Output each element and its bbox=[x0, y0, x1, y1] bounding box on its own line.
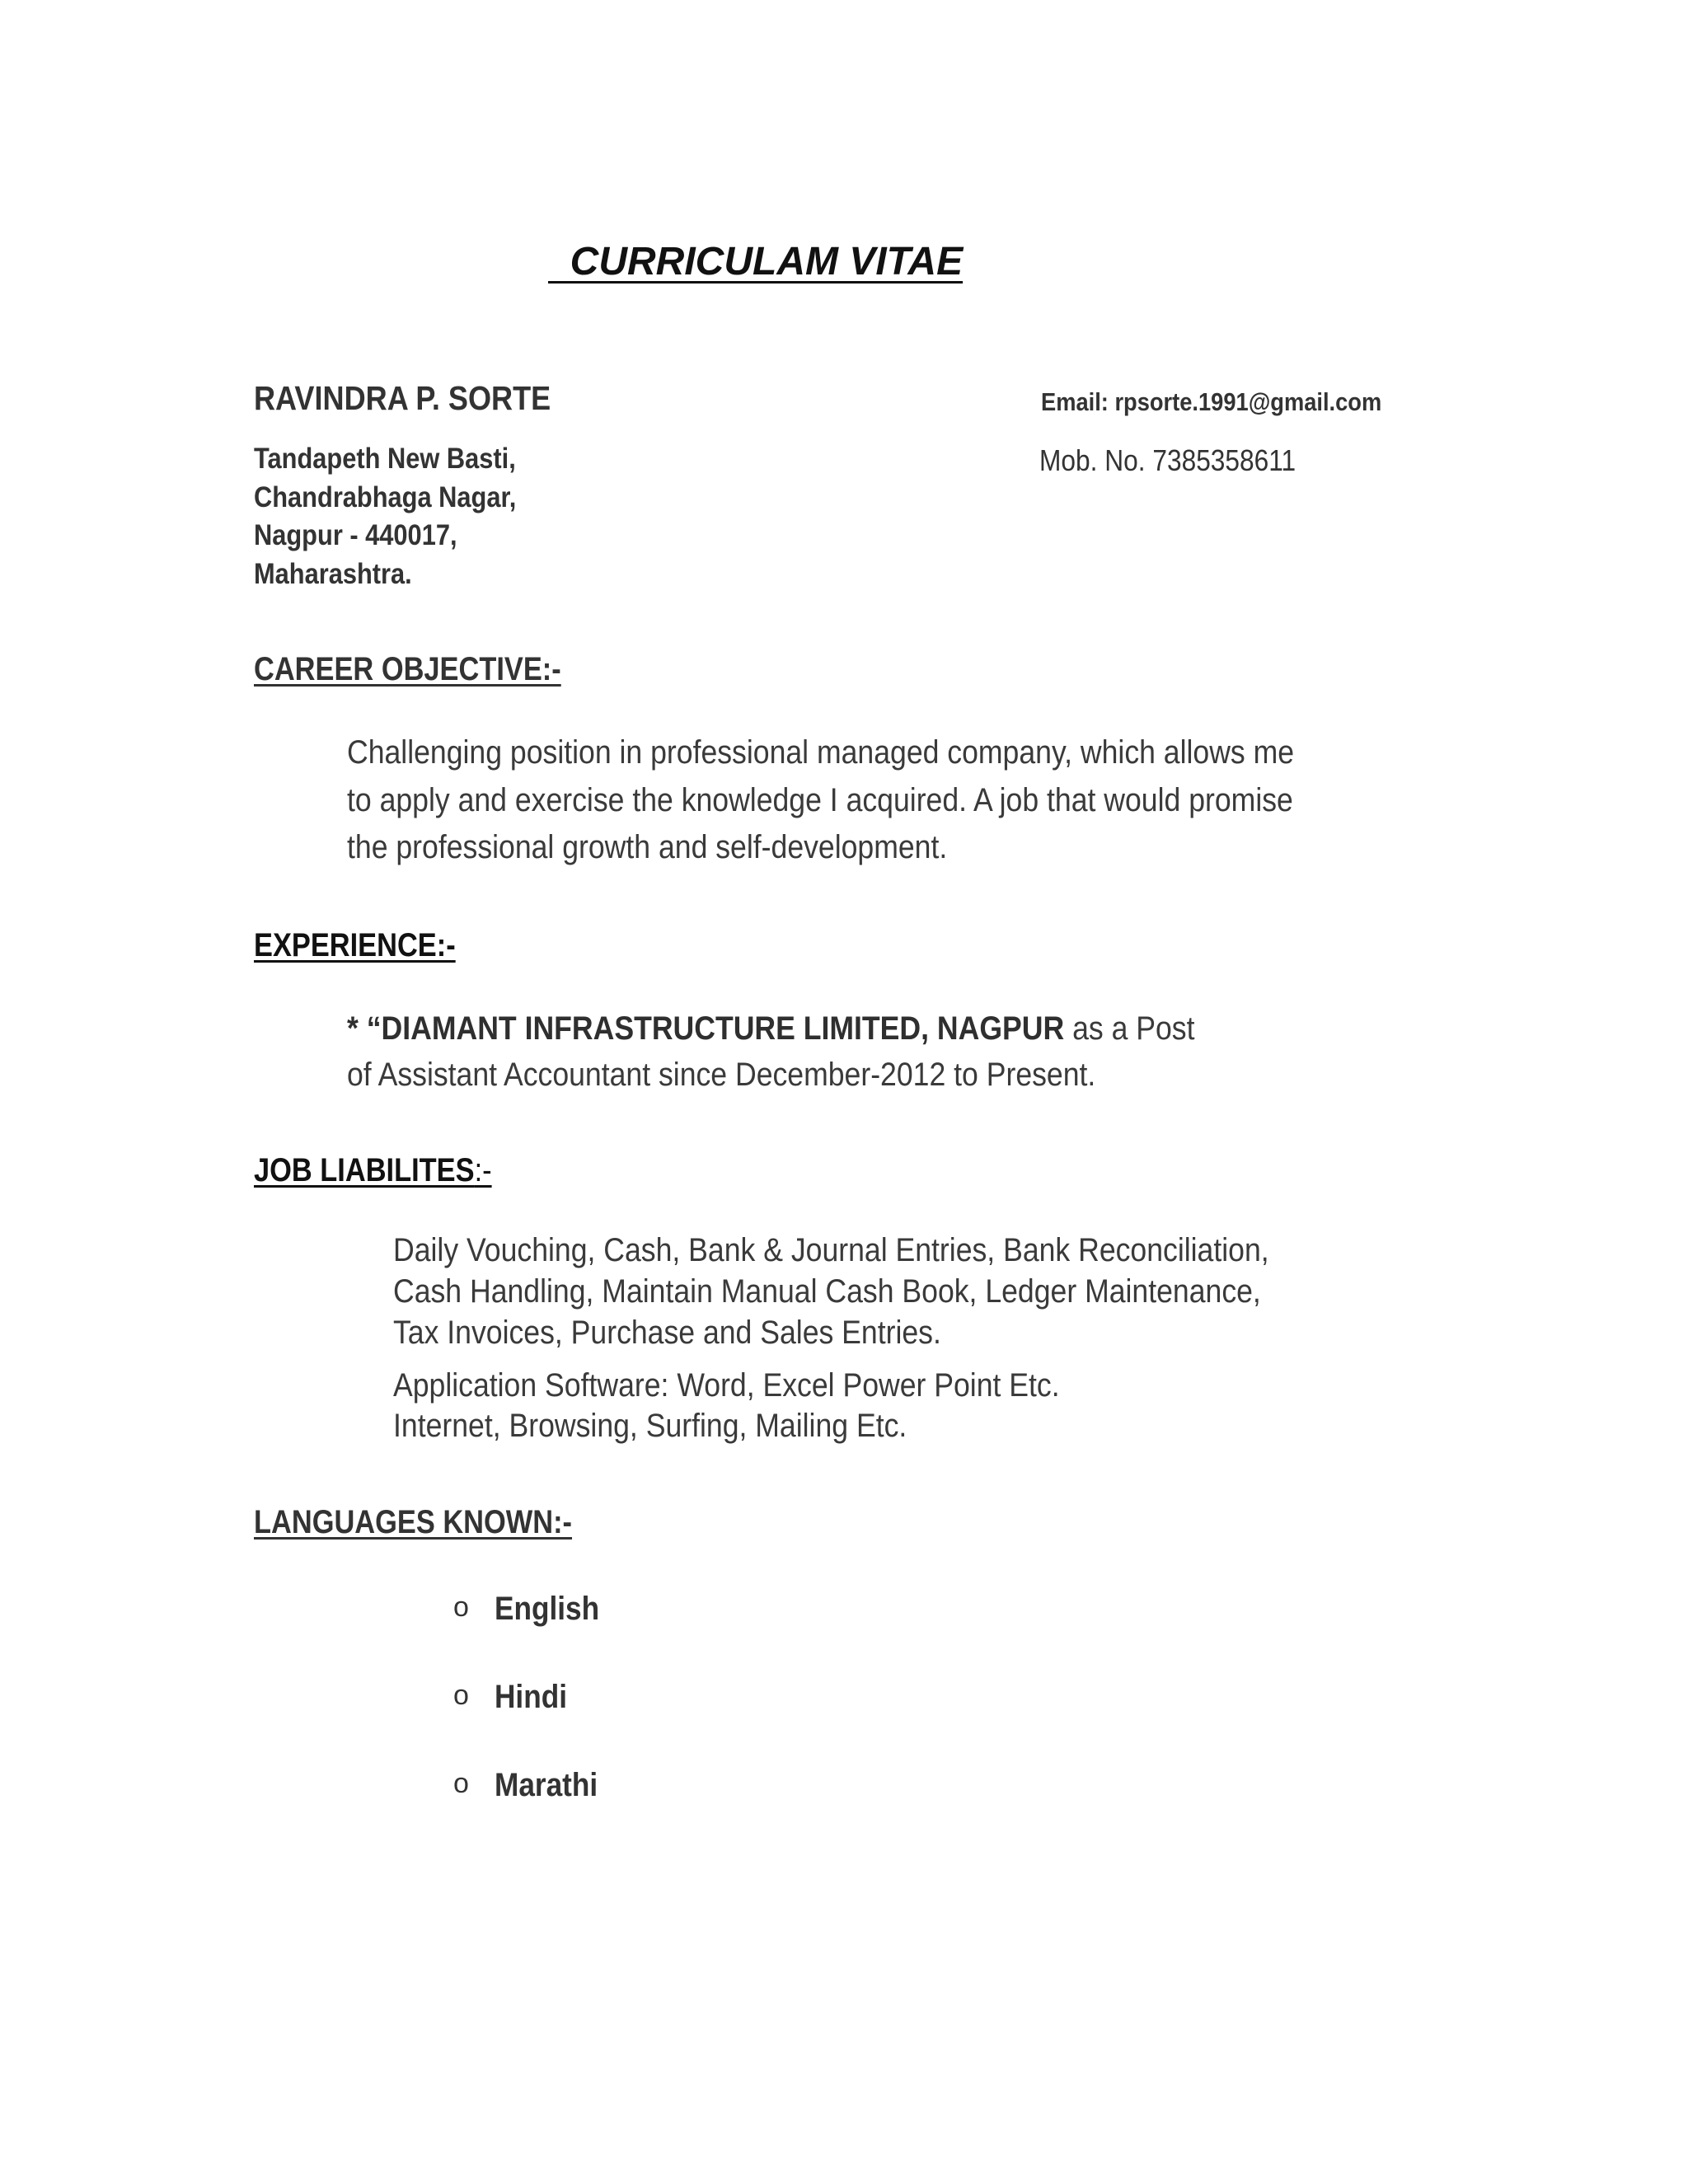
job-duties bbox=[393, 1230, 1269, 1353]
experience-entry bbox=[347, 1005, 1194, 1098]
language-label: English bbox=[495, 1591, 600, 1627]
objective-line: Challenging position in professional managed company, which allows me bbox=[347, 734, 1295, 771]
bullet-circle-icon: o bbox=[453, 1591, 469, 1623]
address-line: Nagpur - 440017, bbox=[254, 519, 457, 551]
experience-role-suffix: as a Post bbox=[1064, 1010, 1195, 1047]
experience-company: * “DIAMANT INFRASTRUCTURE LIMITED, NAGPUR bbox=[347, 1010, 1065, 1047]
document-title: CURRICULAM VITAE bbox=[548, 240, 964, 284]
job-liabilities-heading-text: JOB LIABILITES bbox=[254, 1152, 475, 1188]
language-label: Marathi bbox=[495, 1767, 598, 1803]
objective-line: to apply and exercise the knowledge I acquired. A job that would promise bbox=[347, 781, 1293, 818]
address-line: Tandapeth New Basti, bbox=[254, 443, 516, 475]
experience-line: of Assistant Accountant since December-2012 to Present. bbox=[347, 1057, 1096, 1093]
languages-heading: LANGUAGES KNOWN:- bbox=[254, 1504, 573, 1540]
bullet-circle-icon: o bbox=[453, 1680, 469, 1711]
career-objective-text bbox=[347, 729, 1294, 872]
candidate-address bbox=[254, 440, 516, 593]
experience-heading: EXPERIENCE:- bbox=[254, 927, 456, 963]
software-line: Internet, Browsing, Surfing, Mailing Etc. bbox=[393, 1408, 907, 1444]
objective-line: the professional growth and self-development. bbox=[347, 829, 948, 865]
software-line: Application Software: Word, Excel Power Point Etc. bbox=[393, 1367, 1060, 1404]
candidate-email: Email: rpsorte.1991@gmail.com bbox=[1041, 387, 1382, 416]
candidate-mobile: Mob. No. 7385358611 bbox=[1039, 443, 1296, 477]
duty-line: Cash Handling, Maintain Manual Cash Book, Ledger Maintenance, bbox=[393, 1273, 1261, 1310]
software-skills bbox=[393, 1366, 1060, 1446]
address-line: Chandrabhaga Nagar, bbox=[254, 480, 517, 513]
address-line: Maharashtra. bbox=[254, 557, 412, 590]
duty-line: Tax Invoices, Purchase and Sales Entries. bbox=[393, 1315, 941, 1351]
job-liabilities-heading bbox=[254, 1152, 492, 1189]
bullet-circle-icon: o bbox=[453, 1768, 469, 1799]
language-item bbox=[453, 1591, 613, 1628]
job-liabilities-heading-suffix: :- bbox=[474, 1152, 492, 1188]
language-label: Hindi bbox=[495, 1679, 567, 1715]
career-objective-heading: CAREER OBJECTIVE:- bbox=[254, 651, 561, 687]
duty-line: Daily Vouching, Cash, Bank & Journal Entries, Bank Reconciliation, bbox=[393, 1232, 1269, 1268]
language-item bbox=[453, 1679, 577, 1716]
language-item bbox=[453, 1767, 612, 1804]
candidate-name: RAVINDRA P. SORTE bbox=[254, 379, 551, 417]
